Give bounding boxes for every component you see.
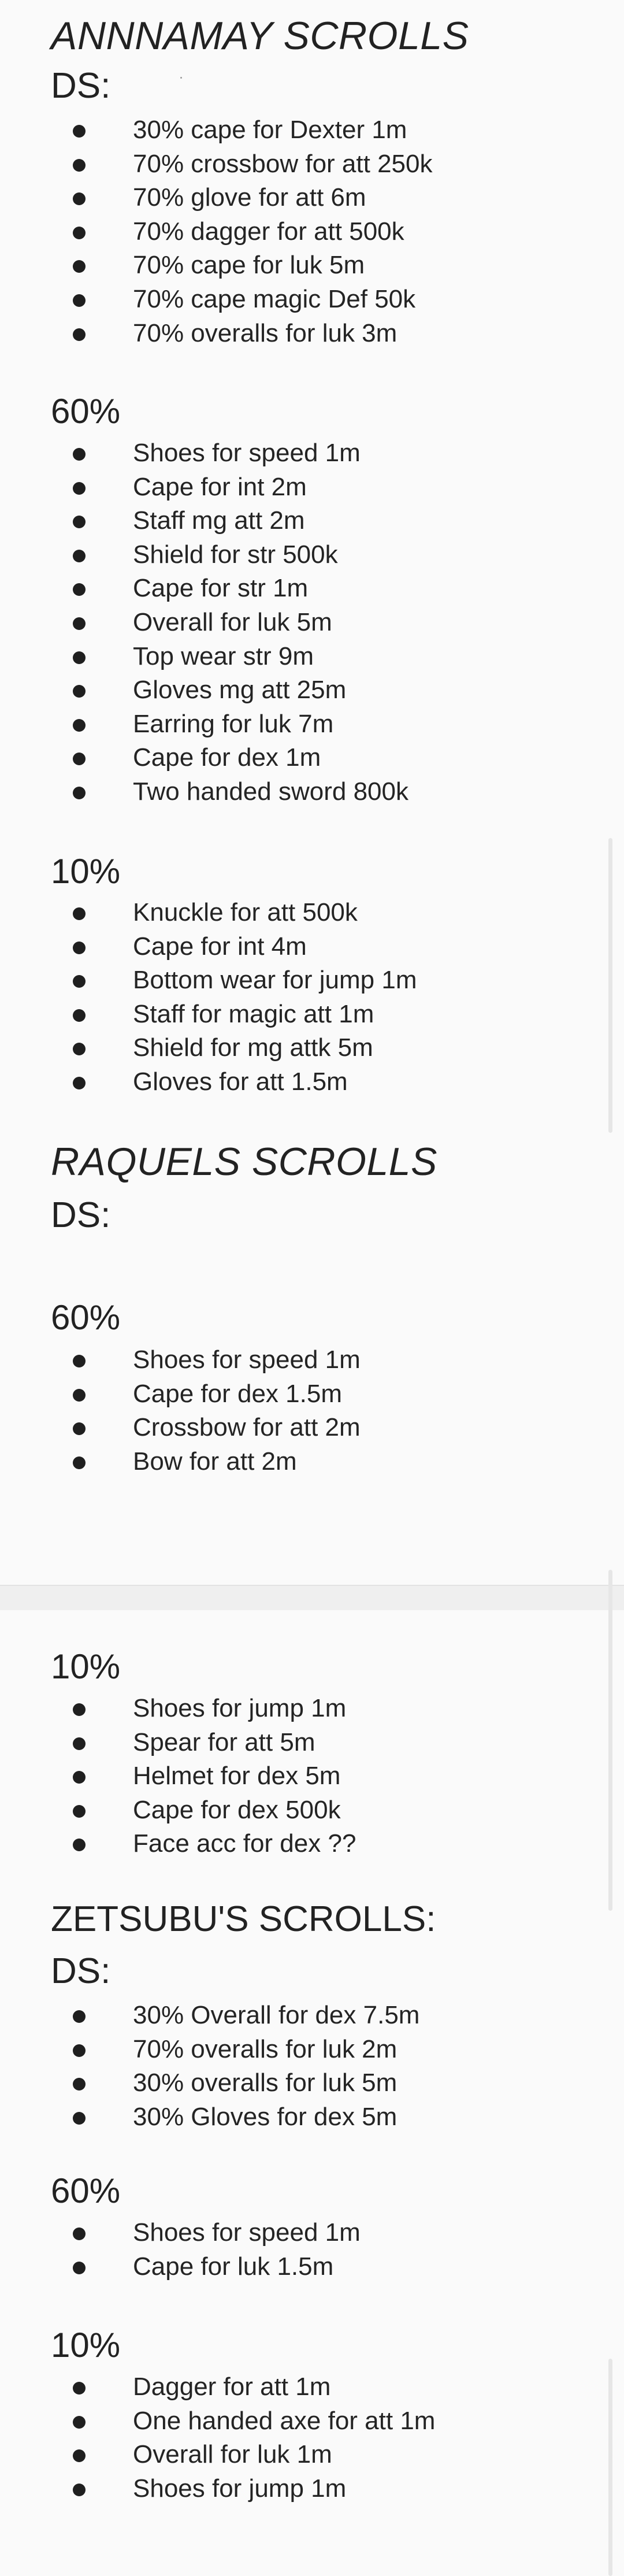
bullet-icon [73,975,86,988]
bullet-icon [73,192,86,205]
bullet-icon [73,787,86,799]
bullet-icon [73,1355,86,1367]
bullet-icon [73,1389,86,1402]
bullet-icon [73,2382,86,2395]
bullet-icon [73,2416,86,2429]
bullet-icon [73,2484,86,2496]
bullet-icon [73,125,86,138]
bullet-icon [73,753,86,765]
bullet-icon [73,516,86,528]
bullet-icon [73,227,86,239]
raquel-10-heading: 10% [51,1647,121,1686]
document-page-1: ANNNAMAY SCROLLS DS: 30% cape for Dexter 1m 70% crossbow for att 250k 70% glove for att 6m 70% dagger for att 500k 70% cape for luk 5m 70% cape magic Def 50k 70% overalls for luk 3m 60% Shoes for speed 1m Cape for int 2m Staff mg att 2m Shield for str 500k Cape for str 1m Overall for luk 5m Top wear str 9m Gloves mg att 25m Earring for luk 7m Cape for dex 1m Two handed sword 800k 10% Knuckle for att 500k Cape for int 4m Bottom wear for jump 1m Staff for magic att 1m Shield for mg attk 5m Gloves for att 1.5m RAQUELS SCROLLS DS: 60% Shoes for speed 1m Cape for dex 1.5m Crossbow for att 2m Bow for att 2m [0,0,624,1585]
bullet-icon [73,1422,86,1435]
bullet-icon [73,907,86,920]
bullet-icon [73,2078,86,2091]
bullet-icon [73,2227,86,2240]
bullet-icon [73,1805,86,1818]
raquel-title: RAQUELS SCROLLS [51,1140,437,1184]
zetsubu-ds-label: DS: [51,1951,111,1991]
annnamay-ds-label: DS: [51,66,111,106]
bullet-icon [73,2044,86,2057]
bullet-icon [73,159,86,172]
scrollbar-track[interactable] [608,838,612,1133]
zetsubu-10-heading: 10% [51,2326,121,2364]
stray-mark [180,77,182,79]
annnamay-10-heading: 10% [51,852,121,891]
bullet-icon [73,1737,86,1750]
bullet-icon [73,550,86,562]
page-break [0,1585,624,1611]
bullet-icon [73,583,86,596]
annnamay-title: ANNNAMAY SCROLLS [51,14,469,58]
raquel-ds-label: DS: [51,1195,111,1235]
scrollbar-track[interactable] [608,2359,612,2576]
raquel-60-heading: 60% [51,1298,121,1337]
bullet-icon [73,651,86,664]
bullet-icon [73,482,86,495]
bullet-icon [73,1703,86,1716]
bullet-icon [73,1456,86,1469]
bullet-icon [73,328,86,341]
bullet-icon [73,719,86,732]
bullet-icon [73,1043,86,1055]
bullet-icon [73,1009,86,1022]
document-page-2: 10% Shoes for jump 1m Spear for att 5m Helmet for dex 5m Cape for dex 500k Face acc for dex ?? ZETSUBU'S SCROLLS: DS: 30% Overall for dex 7.5m 70% overalls for luk 2m 30% overalls for luk 5m 30% Gloves for dex 5m 60% Shoes for speed 1m Cape for luk 1.5m 10% Dagger for att 1m One handed axe for att 1m Overall for luk 1m Shoes for jump 1m [0,1610,624,2576]
bullet-icon [73,2010,86,2023]
bullet-icon [73,685,86,698]
bullet-icon [73,260,86,273]
scrollbar-track[interactable] [608,1570,612,1911]
bullet-icon [73,294,86,307]
bullet-icon [73,1077,86,1089]
bullet-icon [73,2262,86,2274]
bullet-icon [73,942,86,954]
zetsubu-60-heading: 60% [51,2171,121,2210]
bullet-icon [73,448,86,461]
bullet-icon [73,1839,86,1851]
bullet-icon [73,2449,86,2462]
zetsubu-title: ZETSUBU'S SCROLLS: [51,1899,436,1939]
bullet-icon [73,617,86,630]
bullet-icon [73,2112,86,2125]
annnamay-60-heading: 60% [51,392,121,431]
bullet-icon [73,1771,86,1784]
